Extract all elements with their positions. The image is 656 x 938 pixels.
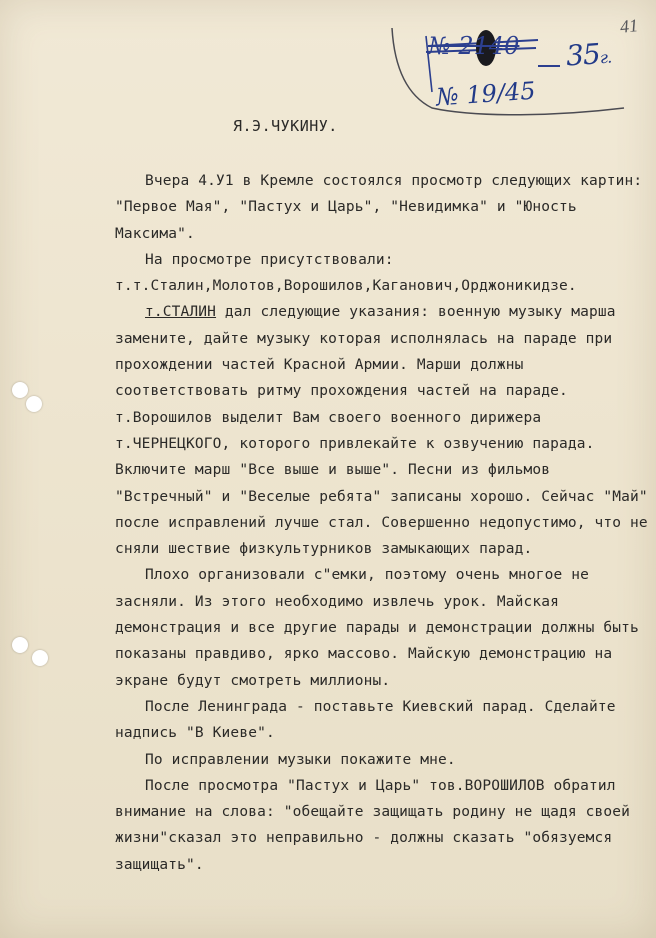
paragraph: После Ленинграда - поставьте Киевский парад. Сделайте надпись "В Киеве". (115, 698, 616, 742)
struck-number: № 2140 (428, 32, 520, 60)
punch-hole (12, 637, 28, 653)
correction-suffix: г. (599, 47, 612, 68)
punch-hole (12, 382, 28, 398)
registration-stamp (388, 22, 632, 122)
paragraph: После просмотра "Пастух и Царь" тов.ВОРОШИЛОВ обратил внимание на слова: "обещайте защищать родину не щадя своей жизни"сказал это неправильно - должны сказать "обязуемся защищать". (115, 777, 631, 873)
stalin-text: дал следующие указания: военную музыку марша замените, дайте музыку которая исполнялась на параде при прохождении частей Красной Армии. Марши должны соответствовать ритму прохождения частей на параде. т.Ворошилов выделит Вам своего военного дирижера т.ЧЕРНЕЦКОГО, которого привлекайте к озвучению парада. Включите марш "Все выше и выше". Песни из фильмов "Встречный" и "Веселые ребята" записаны хорошо. Сейчас "Май" после исправлений лучше стал. Совершенно недопустимо, что не сняли шествие физкультурников замыкающих парад. (115, 304, 648, 558)
correction-number (565, 36, 612, 72)
punch-hole (26, 396, 42, 412)
page-number: 41 (618, 15, 639, 37)
addressee-heading: Я.Э.ЧУКИНУ. (233, 117, 338, 135)
correction-value: 35 (564, 37, 601, 73)
paragraph: На просмотре присутствовали: т.т.Сталин,Молотов,Ворошилов,Каганович,Орджоникидзе. (115, 251, 577, 295)
paragraph: Вчера 4.У1 в Кремле состоялся просмотр следующих картин: "Первое Мая", "Пастух и Царь", "Невидимка" и "Юность Максима". (115, 173, 643, 242)
punch-hole (32, 650, 48, 666)
stalin-lead: т.СТАЛИН (145, 304, 217, 321)
paragraph: По исправлении музыки покажите мне. (145, 751, 456, 768)
paragraph: Плохо организовали с"емки, поэтому очень многое не засняли. Из этого необходимо извлечь урок. Майская демонстрация и все другие парады и демонстрации должны быть показаны правдиво, ярко массово. Майскую демонстрацию на экране будут смотреть миллионы. (115, 567, 639, 689)
registration-number: № 19/45 (435, 76, 537, 112)
letter-body (115, 168, 653, 878)
paragraph (115, 299, 653, 562)
